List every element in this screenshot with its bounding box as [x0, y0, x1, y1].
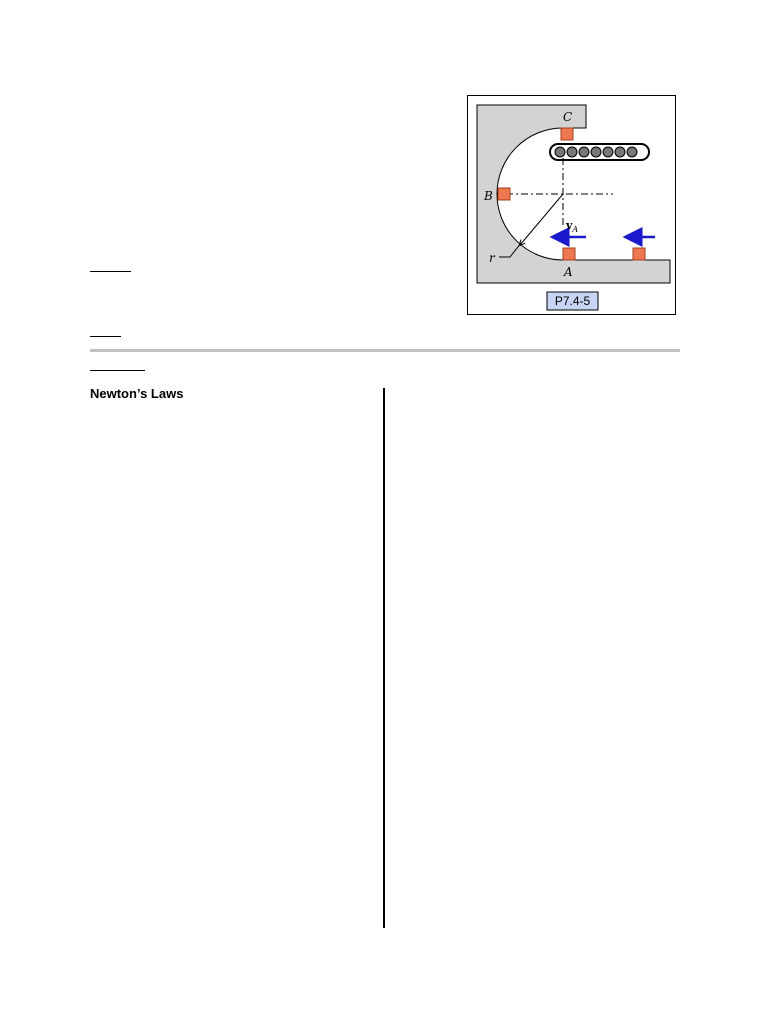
column-divider: [383, 388, 385, 928]
label-velocity-symbol: v: [566, 219, 573, 232]
figure-drawing: [468, 96, 677, 316]
label-a: A: [564, 265, 573, 279]
figure-caption: P7.4-5: [554, 294, 591, 308]
block-c: [561, 128, 573, 140]
label-c: C: [563, 110, 573, 124]
block-b: [498, 188, 510, 200]
underline-rule: [90, 370, 145, 371]
section-divider: [90, 349, 680, 352]
section-heading: Newton’s Laws: [90, 386, 184, 401]
underline-rule: [90, 336, 121, 337]
label-velocity-subscript: A: [572, 225, 579, 234]
label-velocity: [565, 219, 578, 234]
block-a: [563, 248, 575, 260]
conveyor-belt: [550, 144, 649, 160]
block-incoming: [633, 248, 645, 260]
underline-rule: [90, 271, 131, 272]
label-radius: r: [489, 251, 495, 265]
label-b: B: [484, 189, 493, 203]
problem-figure: [467, 95, 676, 315]
